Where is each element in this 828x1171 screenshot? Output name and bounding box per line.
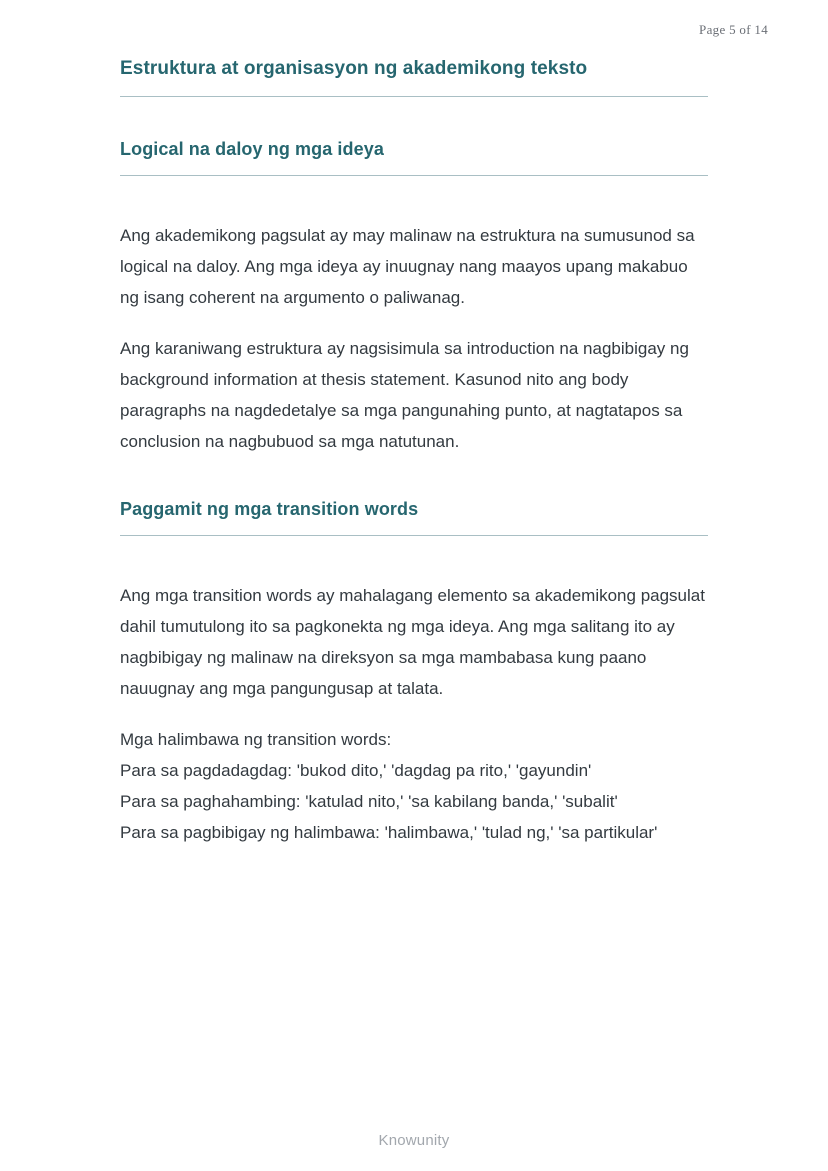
footer-brand: Knowunity [378, 1132, 450, 1149]
example-line-addition: Para sa pagdadagdag: 'bukod dito,' 'dagdag pa rito,' 'gayundin' [120, 761, 592, 780]
example-line-giving-example: Para sa pagbibigay ng halimbawa: 'halimbawa,' 'tulad ng,' 'sa partikular' [120, 823, 658, 842]
section-transition-words [120, 499, 708, 848]
transition-words-examples [120, 724, 708, 848]
paragraph: Ang karaniwang estruktura ay nagsisimula sa introduction na nagbibigay ng background information at thesis statement. Kasunod nito ang body paragraphs na nagdedetalye sa mga pangunahing punto, at nagtatapos sa conclusion na nagbubuod sa mga natutunan. [120, 339, 689, 451]
example-line-comparison: Para sa paghahambing: 'katulad nito,' 'sa kabilang banda,' 'subalit' [120, 792, 618, 811]
example-intro-line: Mga halimbawa ng transition words: [120, 730, 392, 749]
section-heading-logical-flow: Logical na daloy ng mga ideya [120, 139, 708, 176]
paragraph: Ang mga transition words ay mahalagang elemento sa akademikong pagsulat dahil tumutulong ito sa pagkonekta ng mga ideya. Ang mga salitang ito ay nagbibigay ng malinaw na direksyon sa mga mambabasa kung paano nauugnay ang mga pangungusap at talata. [120, 586, 705, 698]
document-content [120, 58, 708, 848]
page-number: Page 5 of 14 [699, 22, 768, 37]
section-logical-flow [120, 139, 708, 457]
paragraph: Ang akademikong pagsulat ay may malinaw na estruktura na sumusunod sa logical na daloy. Ang mga ideya ay inuugnay nang maayos upang makabuo ng isang coherent na argumento o paliwanag. [120, 226, 695, 307]
document-title: Estruktura at organisasyon ng akademikong teksto [120, 58, 708, 97]
section-heading-transition-words: Paggamit ng mga transition words [120, 499, 708, 536]
